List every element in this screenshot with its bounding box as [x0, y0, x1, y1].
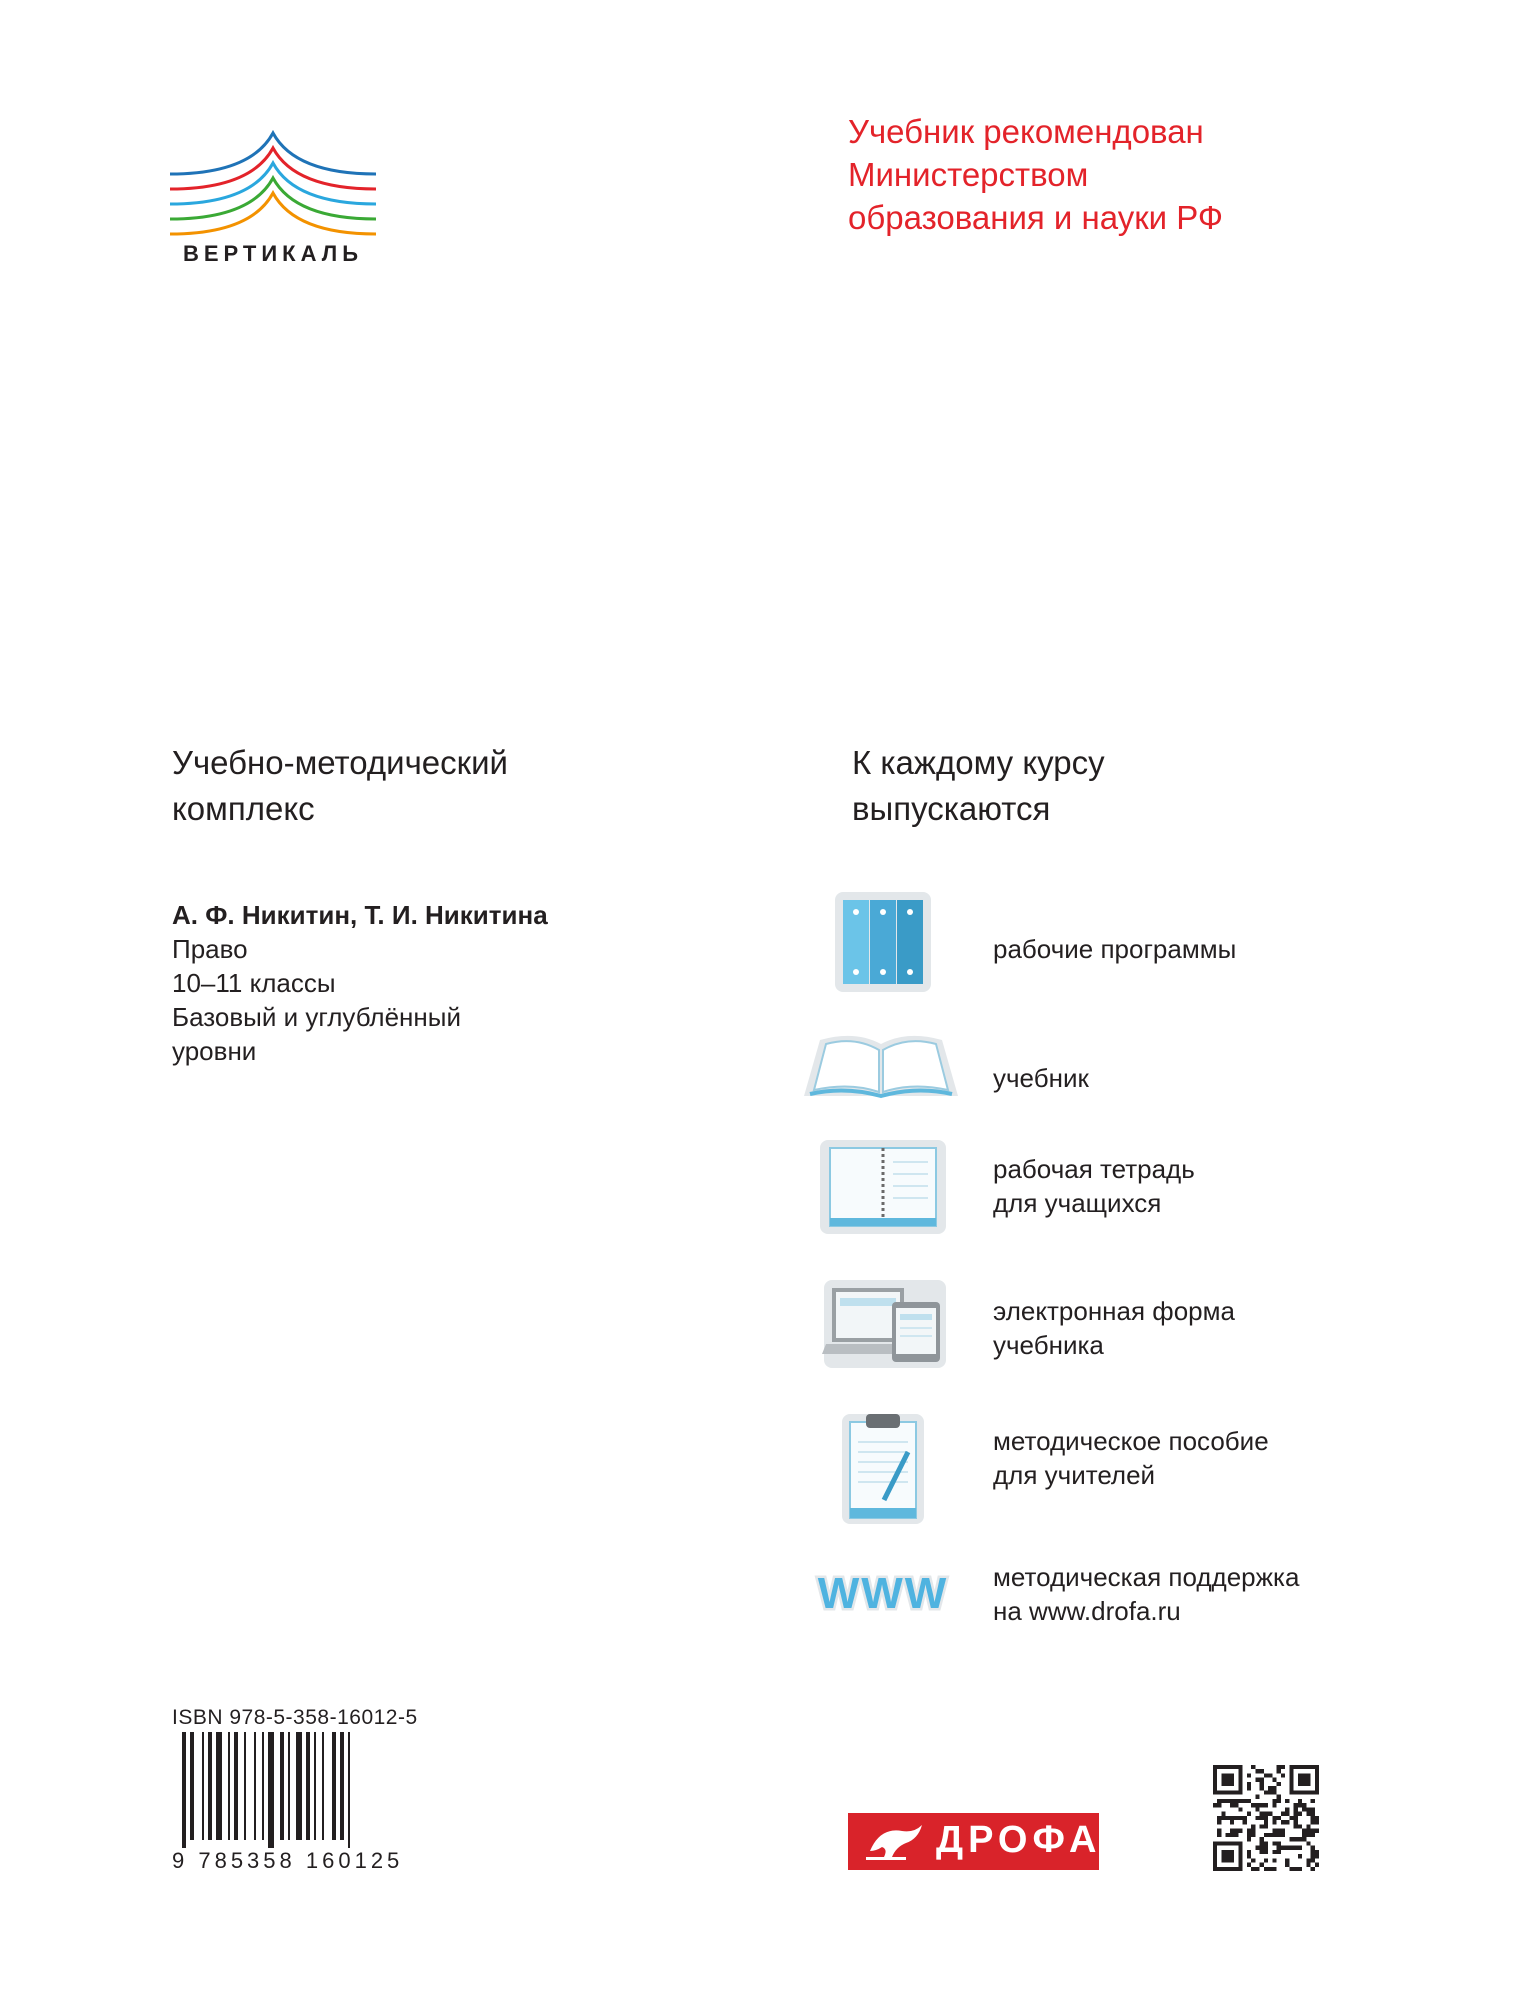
barcode-digits: 9 785358 160125	[172, 1848, 404, 1873]
isbn-label: ISBN 978-5-358-16012-5	[172, 1706, 418, 1729]
ministry-line: Министерством	[848, 156, 1089, 193]
clipboard-icon	[840, 1408, 926, 1526]
course-item-label	[993, 1560, 1413, 1628]
courses-heading	[852, 740, 1412, 832]
book-level: Базовый и углублённый	[172, 1002, 461, 1032]
course-item-line: учебник	[993, 1063, 1089, 1093]
notebook-icon	[818, 1138, 948, 1236]
course-item-line: методическая поддержка	[993, 1562, 1300, 1592]
ministry-recommendation	[848, 110, 1368, 239]
ministry-line: Учебник рекомендован	[848, 113, 1204, 150]
drofa-logo	[848, 1813, 1102, 1870]
course-item-label	[993, 1152, 1413, 1220]
course-item-line: для учителей	[993, 1460, 1156, 1490]
umk-heading-line: Учебно-методический	[172, 744, 508, 781]
course-item-label	[993, 1294, 1413, 1362]
course-item-line: рабочие программы	[993, 934, 1237, 964]
course-item-label	[993, 1061, 1413, 1095]
book-authors: А. Ф. Никитин, Т. И. Никитина	[172, 900, 548, 930]
course-item-line: для учащихся	[993, 1188, 1162, 1218]
umk-heading	[172, 740, 732, 832]
course-item-line: методическое пособие	[993, 1426, 1269, 1456]
ministry-line: образования и науки РФ	[848, 199, 1223, 236]
courses-heading-line: К каждому курсу	[852, 744, 1105, 781]
course-item-label	[993, 932, 1413, 966]
publisher-name: ДРОФА	[936, 1819, 1102, 1861]
course-item-line: учебника	[993, 1330, 1104, 1360]
course-item-label	[993, 1424, 1413, 1492]
book-level: уровни	[172, 1036, 257, 1066]
drofa-bird-icon	[862, 1821, 928, 1863]
binders-icon	[833, 890, 933, 994]
course-item-line: рабочая тетрадь	[993, 1154, 1195, 1184]
courses-heading-line: выпускаются	[852, 790, 1051, 827]
qr-code-icon	[1213, 1765, 1319, 1871]
book-info	[172, 898, 692, 1068]
book-subject: Право	[172, 934, 248, 964]
www-icon	[808, 1566, 958, 1622]
series-name: ВЕРТИКАЛЬ	[182, 241, 364, 266]
devices-icon	[822, 1278, 948, 1370]
course-item-line: электронная форма	[993, 1296, 1235, 1326]
barcode-icon	[172, 1732, 430, 1848]
umk-heading-line: комплекс	[172, 790, 315, 827]
svg-text:WWW: WWW	[817, 1569, 949, 1618]
course-item-line: на www.drofa.ru	[993, 1596, 1181, 1626]
open-book-icon	[800, 1028, 962, 1102]
book-grades: 10–11 классы	[172, 968, 336, 998]
